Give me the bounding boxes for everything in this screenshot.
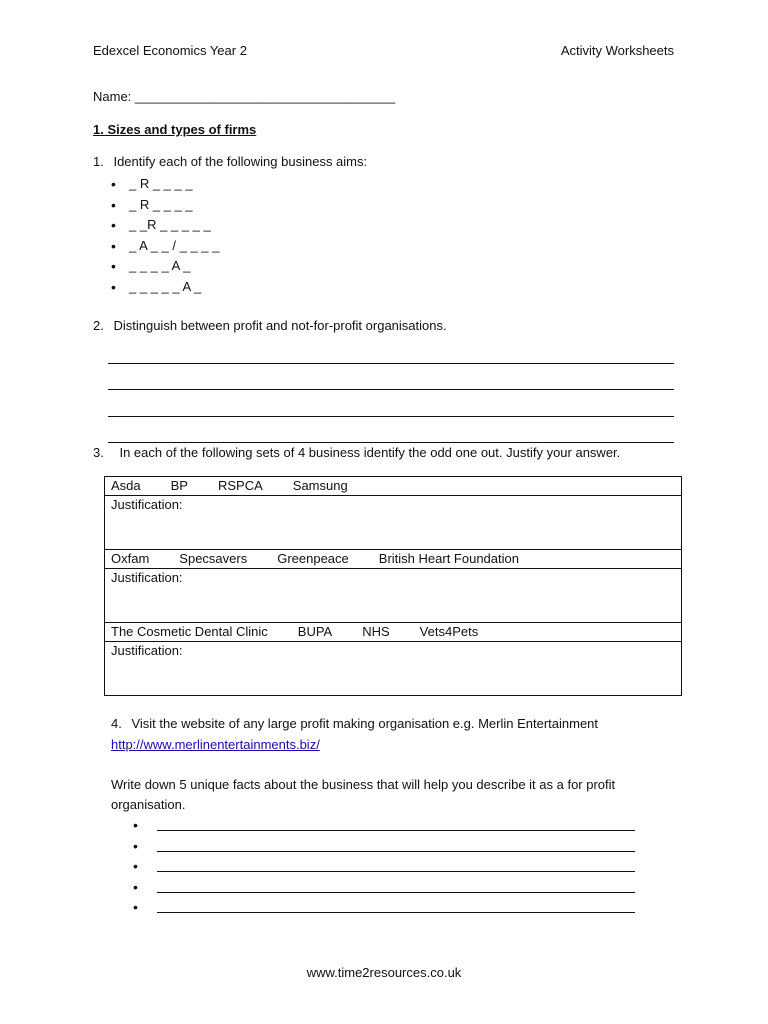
business-aims-list [111,174,219,298]
instruction-line: Write down 5 unique facts about the business that will help you describe it as a for profit [111,777,616,792]
fact-answer-line[interactable] [157,878,635,893]
options-cell [105,623,682,642]
list-item [133,837,635,858]
justification-label: Justification: [111,643,183,658]
section-title: 1. Sizes and types of firms [93,122,257,137]
merlin-website-link[interactable]: http://www.merlinentertainments.biz/ [111,737,320,752]
list-item [133,857,635,878]
option: RSPCA [217,478,263,493]
answer-line[interactable] [108,364,674,391]
instruction-line: organisation. [111,797,186,812]
option: BUPA [297,624,333,639]
fact-answer-line[interactable] [157,837,635,852]
options-cell [105,550,682,569]
question-text: Identify each of the following business aims: [113,154,368,169]
option: Oxfam [111,551,150,566]
question-text: In each of the following sets of 4 business identify the odd one out. Justify your answer. [119,445,621,460]
option: Specsavers [179,551,248,566]
footer-url: www.time2resources.co.uk [306,965,462,980]
list-item: • _ A _ _ / _ _ _ _ [111,236,219,257]
question-text: Distinguish between profit and not-for-profit organisations. [113,318,447,333]
option: BP [170,478,188,493]
table-row [105,550,682,569]
table-row [105,477,682,496]
options-cell [105,477,682,496]
fact-answer-line[interactable] [157,857,635,872]
list-item: • _ R _ _ _ _ [111,195,219,216]
question-4 [111,716,598,731]
list-item: • _ _ _ _ _ A _ [111,277,219,298]
option: Samsung [292,478,348,493]
justification-cell[interactable] [105,569,682,623]
question-number: 4. [111,716,122,731]
header-doc-type: Activity Worksheets [560,43,674,58]
question-number: 2. [93,318,104,333]
question-2 [93,318,447,333]
list-item: • _ _R _ _ _ _ _ [111,215,219,236]
facts-list [133,816,635,919]
question-1 [93,154,367,169]
header-course: Edexcel Economics Year 2 [93,43,247,58]
odd-one-out-table [104,476,682,696]
option: NHS [362,624,390,639]
option: Asda [111,478,141,493]
answer-lines [108,337,674,443]
list-item: • _ _ _ _ A _ [111,256,219,277]
option: Vets4Pets [419,624,479,639]
list-item: • _ R _ _ _ _ [111,174,219,195]
fact-answer-line[interactable] [157,816,635,831]
justification-label: Justification: [111,570,183,585]
option: Greenpeace [277,551,349,566]
justification-cell[interactable] [105,642,682,696]
table-row [105,623,682,642]
justification-label: Justification: [111,497,183,512]
fact-answer-line[interactable] [157,898,635,913]
question-3 [93,445,620,460]
table-row [105,642,682,696]
question-number: 3. [93,445,104,460]
question-number: 1. [93,154,104,169]
option: British Heart Foundation [378,551,519,566]
answer-line[interactable] [108,390,674,417]
answer-line[interactable] [108,417,674,444]
table-row [105,496,682,550]
list-item [133,898,635,919]
table-row [105,569,682,623]
name-field[interactable]: Name: ____________________________________ [93,89,396,104]
list-item [133,878,635,899]
option: The Cosmetic Dental Clinic [111,624,268,639]
question-text: Visit the website of any large profit making organisation e.g. Merlin Entertainment [131,716,599,731]
answer-line[interactable] [108,337,674,364]
list-item [133,816,635,837]
justification-cell[interactable] [105,496,682,550]
